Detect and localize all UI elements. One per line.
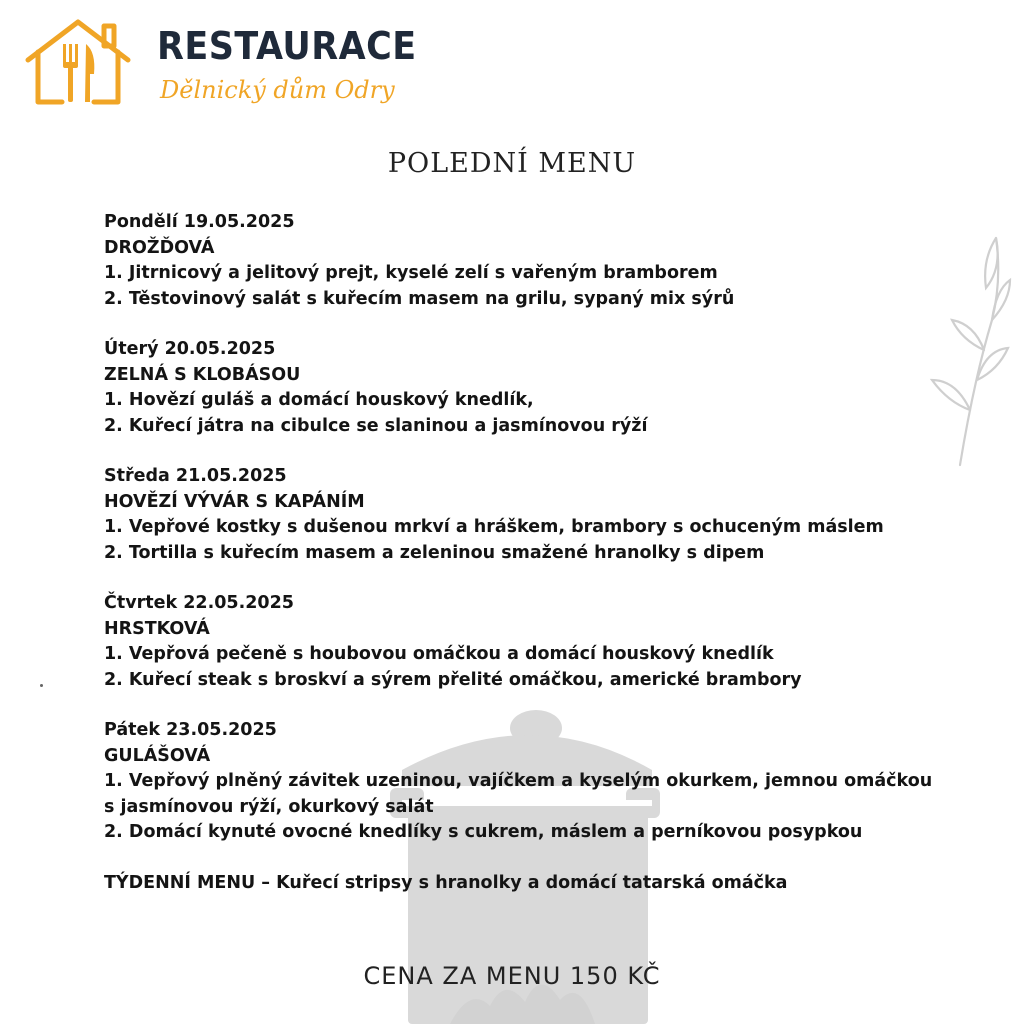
day-date: Pátek 23.05.2025 xyxy=(104,720,277,740)
soup-name: HOVĚZÍ VÝVÁR S KAPÁNÍM xyxy=(104,491,365,512)
day-date: Úterý 20.05.2025 xyxy=(104,339,276,359)
day-date: Čtvrtek 22.05.2025 xyxy=(104,593,294,613)
day-tuesday xyxy=(104,337,944,439)
weekly-separator: – xyxy=(255,872,277,893)
soup-name: HRSTKOVÁ xyxy=(104,618,210,639)
weekly-text: Kuřecí stripsy s hranolky a domácí tatarská omáčka xyxy=(276,872,788,893)
dish-item: 2. Tortilla s kuřecím masem a zeleninou smažené hranolky s dipem xyxy=(104,542,765,563)
brand-subtitle: Dělnický dům Odry xyxy=(160,76,395,104)
day-wednesday xyxy=(104,464,944,566)
dish-item: 1. Jitrnicový a jelitový prejt, kyselé zelí s vařeným bramborem xyxy=(104,263,718,283)
dish-item: 1. Vepřový plněný závitek uzeninou, vajíčkem a kyselým okurkem, jemnou omáčkou s jasmínovou rýží, okurkový salát xyxy=(104,771,933,817)
page-title: POLEDNÍ MENU xyxy=(387,148,637,179)
dish-item: 1. Vepřová pečeně s houbovou omáčkou a domácí houskový knedlík xyxy=(104,644,774,664)
menu-price: CENA ZA MENU 150 KČ xyxy=(363,962,661,990)
dish-item: 1. Vepřové kostky s dušenou mrkví a hráškem, brambory s ochuceným máslem xyxy=(104,517,884,537)
dish-item: 2. Domácí kynuté ovocné knedlíky s cukrem, máslem a perníkovou posypkou xyxy=(104,822,863,842)
dish-item: 2. Těstovinový salát s kuřecím masem na grilu, sypaný mix sýrů xyxy=(104,288,735,309)
day-date: Pondělí 19.05.2025 xyxy=(104,212,295,232)
brand-title: RESTAURACE xyxy=(157,24,417,68)
day-date: Středa 21.05.2025 xyxy=(104,466,287,486)
day-monday xyxy=(104,210,944,312)
day-thursday xyxy=(104,591,944,693)
menu-content xyxy=(104,210,944,896)
dish-item: 2. Kuřecí játra na cibulce se slaninou a jasmínovou rýží xyxy=(104,415,648,436)
soup-name: ZELNÁ S KLOBÁSOU xyxy=(104,364,301,385)
soup-name: GULÁŠOVÁ xyxy=(104,745,211,766)
dish-item: 2. Kuřecí steak s broskví a sýrem přelité omáčkou, americké brambory xyxy=(104,669,802,690)
weekly-label: TÝDENNÍ MENU xyxy=(104,872,256,893)
soup-name: DROŽĎOVÁ xyxy=(104,237,215,258)
dish-item: 1. Hovězí guláš a domácí houskový knedlík, xyxy=(104,390,534,410)
weekly-menu xyxy=(104,871,944,897)
day-friday xyxy=(104,718,944,846)
speck xyxy=(40,684,43,687)
house-fork-icon xyxy=(22,18,134,108)
